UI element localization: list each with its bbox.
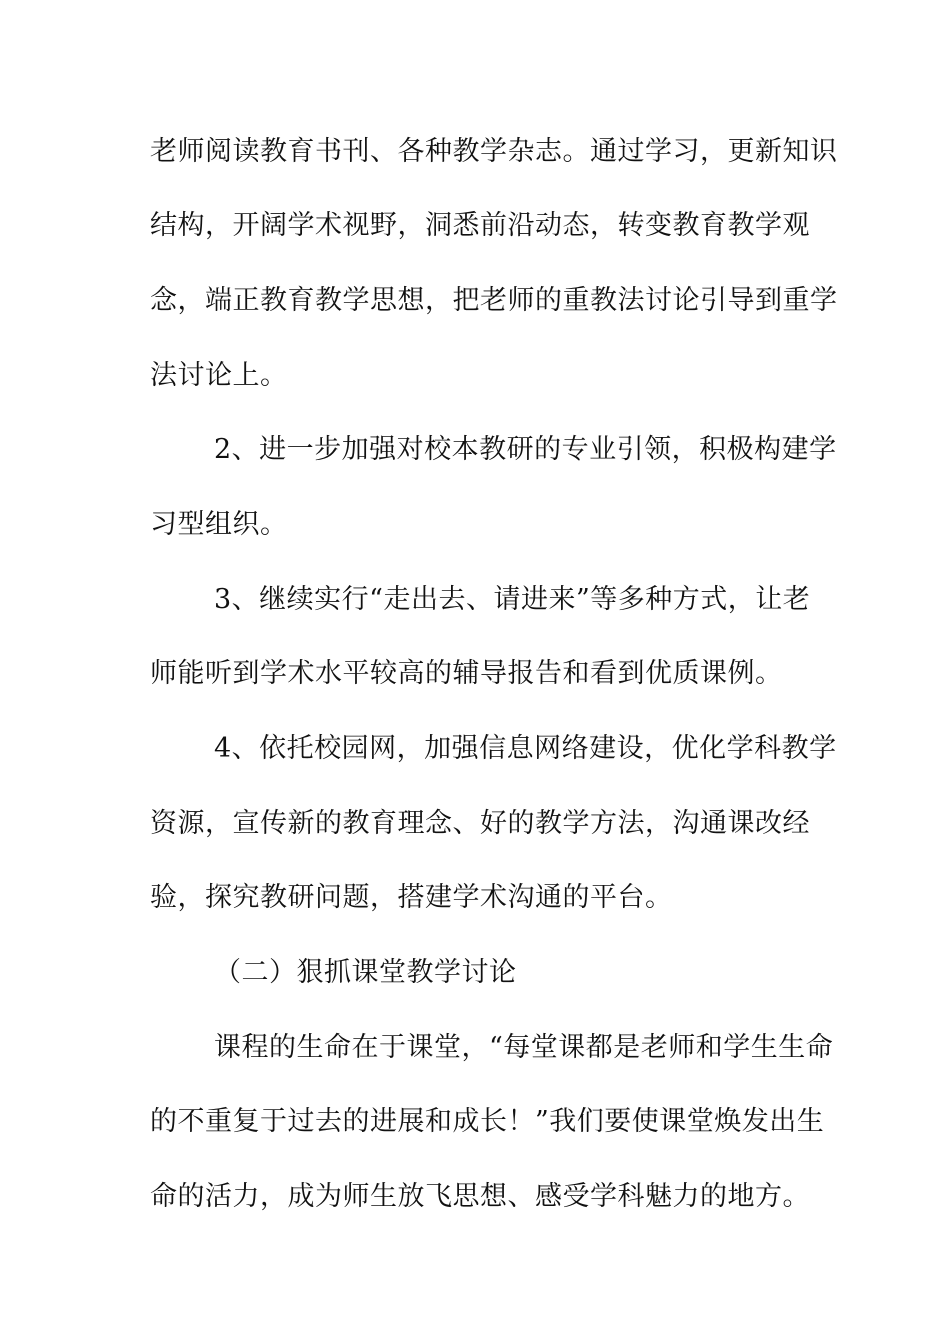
list-item-2-line: 2、进一步加强对校本教研的专业引领，积极构建学 [214,434,837,465]
section-heading: （二）狠抓课堂教学讨论 [214,957,517,988]
list-item-3-line: 3、继续实行“走出去、请进来”等多种方式，让老 [214,584,811,615]
list-item-2-line: 习型组织。 [150,509,288,540]
paragraph-line: 课程的生命在于课堂，“每堂课都是老师和学生生命 [214,1032,834,1063]
paragraph-line: 念，端正教育教学思想，把老师的重教法讨论引导到重学 [150,285,838,316]
paragraph-line: 命的活力，成为师生放飞思想、感受学科魅力的地方。 [150,1181,810,1212]
list-item-3-line: 师能听到学术水平较高的辅导报告和看到优质课例。 [150,658,783,689]
list-item-4-line: 4、依托校园网，加强信息网络建设，优化学科教学 [214,733,837,764]
list-item-4-line: 验，探究教研问题，搭建学术沟通的平台。 [150,882,673,913]
paragraph-line: 结构，开阔学术视野，洞悉前沿动态，转变教育教学观 [150,210,810,241]
paragraph-line: 法讨论上。 [150,360,288,391]
paragraph-line: 老师阅读教育书刊、各种教学杂志。通过学习，更新知识 [150,136,838,167]
paragraph-line: 的不重复于过去的进展和成长！”我们要使课堂焕发出生 [150,1106,825,1137]
list-item-4-line: 资源，宣传新的教育理念、好的教学方法，沟通课改经 [150,808,810,839]
